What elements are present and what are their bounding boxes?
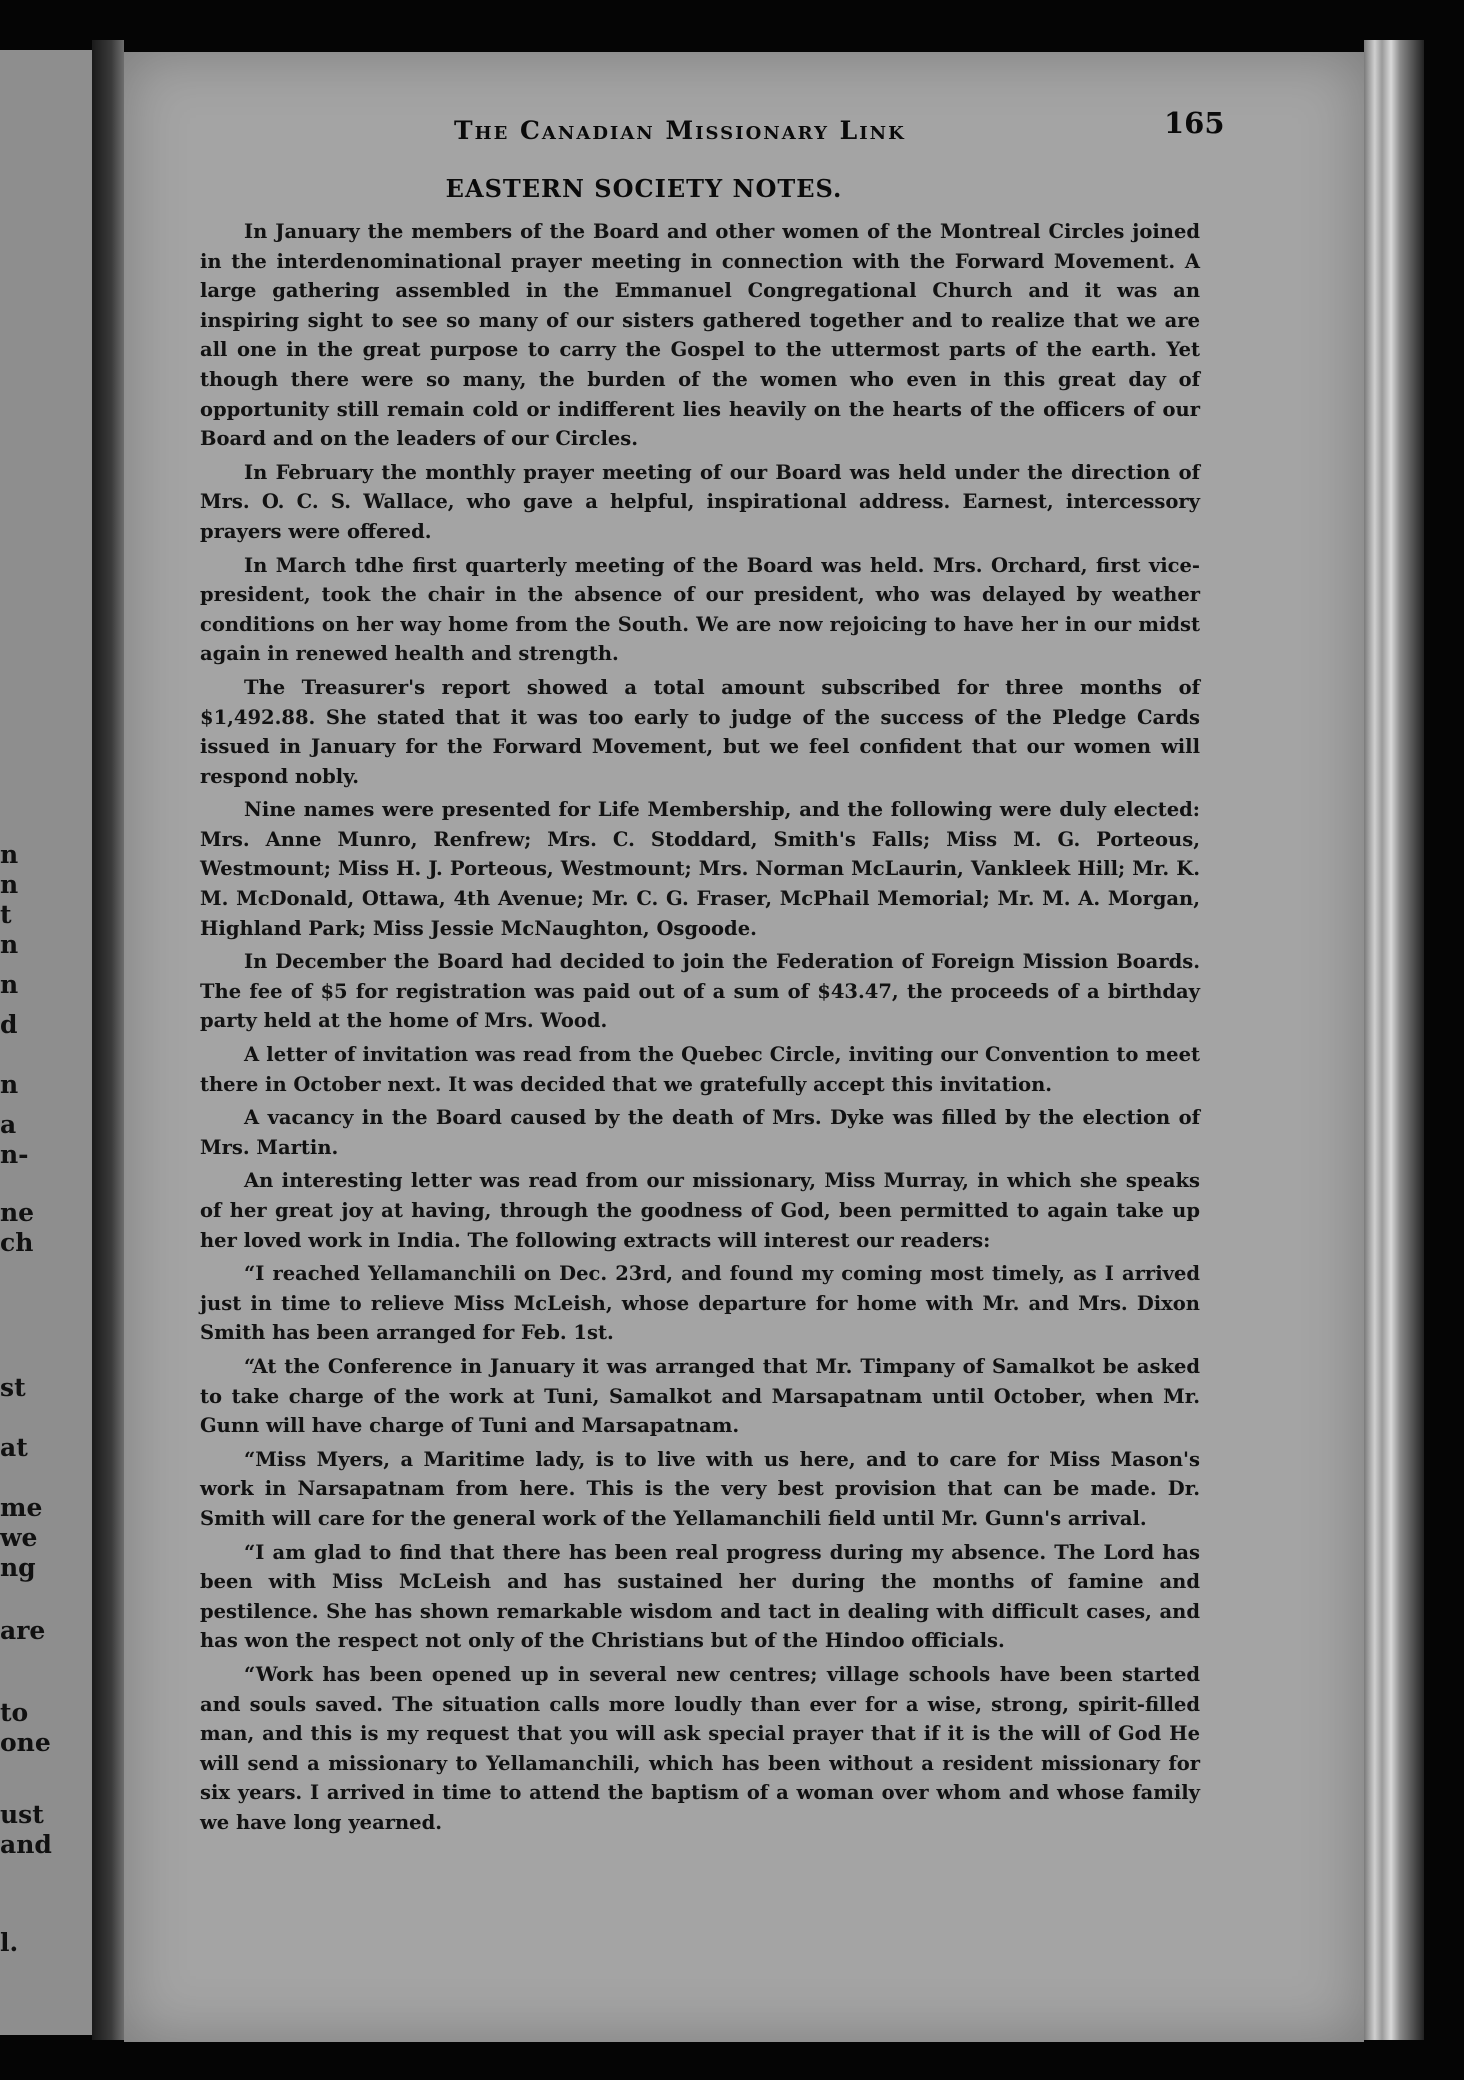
paragraph: In March tdhe first quarterly meeting of the Board was held. Mrs. Orchard, first vice-president, took the chair in the absence of our president, who was delayed by weather conditions on her way home from the South. We are now rejoicing to have her in our midst again in renewed health and strength. [200, 553, 1200, 666]
paragraph: In February the monthly prayer meeting of our Board was held under the direction of Mrs. O. C. S. Wallace, who gave a helpful, inspirational address. Earnest, intercessory prayers were offered. [200, 460, 1200, 543]
left-page-fragment: t [0, 900, 12, 929]
paragraph: “Work has been opened up in several new centres; village schools have been started and souls saved. The situation calls more loudly than ever for a wise, strong, spirit-filled man, and this is my request that you will ask special prayer that if it is the will of God He will send a missionary to Yellamanchili, which has been without a resident missionary for six years. I arrived in time to attend the baptism of a woman over whom and whose family we have long yearned. [200, 1662, 1200, 1834]
book-gutter [92, 40, 124, 2040]
previous-page-edge [0, 50, 92, 2035]
left-page-fragment: ust [0, 1800, 44, 1829]
article-body [200, 217, 1200, 1841]
left-page-fragment: me [0, 1493, 43, 1522]
left-page-fragment: to [0, 1698, 29, 1727]
left-page-fragment: one [0, 1728, 51, 1757]
paragraph: An interesting letter was read from our missionary, Miss Murray, in which she speaks of her great joy at having, through the goodness of God, been permitted to again take up her loved work in India. The following extracts will interest our readers: [200, 1169, 1200, 1252]
left-page-fragment: n [0, 1070, 19, 1099]
left-page-fragment: n- [0, 1140, 29, 1169]
left-page-fragment: are [0, 1616, 46, 1645]
left-page-fragment: we [0, 1523, 38, 1552]
left-page-fragment: ch [0, 1228, 34, 1257]
page-stack-edge [1364, 40, 1424, 2040]
left-page-fragment: l. [0, 1928, 19, 1957]
page-number: 165 [1164, 106, 1225, 140]
section-title: EASTERN SOCIETY NOTES. [445, 174, 843, 203]
magazine-page [124, 52, 1364, 2042]
left-page-fragment: ne [0, 1198, 35, 1227]
left-page-fragment: and [0, 1830, 52, 1859]
paragraph: “Miss Myers, a Maritime lady, is to live with us here, and to care for Miss Mason's work in Narsapatnam from here. This is the very best provision that can be made. Dr. Smith will care for the general work of the Yellamanchili field until Mr. Gunn's arrival. [200, 1447, 1200, 1530]
left-page-fragment: n [0, 870, 19, 899]
paragraph: In January the members of the Board and other women of the Montreal Circles joined in the interdenominational prayer meeting in connection with the Forward Movement. A large gathering assembled in the Emmanuel Congregational Church and it was an inspiring sight to see so many of our sisters gathered together and to realize that we are all one in the great purpose to carry the Gospel to the uttermost parts of the earth. Yet though there were so many, the burden of the women who even in this great day of opportunity still remain cold or indifferent lies heavily on the hearts of the officers of our Board and on the leaders of our Circles. [200, 220, 1200, 451]
paragraph: In December the Board had decided to join the Federation of Foreign Mission Boards. The fee of $5 for registration was paid out of a sum of $43.47, the proceeds of a birthday party held at the home of Mrs. Wood. [200, 950, 1200, 1033]
left-page-fragment: d [0, 1010, 18, 1039]
left-page-fragment: at [0, 1433, 28, 1462]
left-page-fragment: a [0, 1110, 17, 1139]
paragraph: A letter of invitation was read from the Quebec Circle, inviting our Convention to meet there in October next. It was decided that we gratefully accept this invitation. [200, 1043, 1200, 1096]
left-page-fragment: n [0, 930, 19, 959]
paragraph: “At the Conference in January it was arranged that Mr. Timpany of Samalkot be asked to take charge of the work at Tuni, Samalkot and Marsapatnam until October, when Mr. Gunn will have charge of Tuni and Marsapatnam. [200, 1354, 1200, 1438]
paragraph: The Treasurer's report showed a total amount subscribed for three months of $1,492.88. She stated that it was too early to judge of the success of the Pledge Cards issued in January for the Forward Movement, but we feel confident that our women will respond nobly. [200, 675, 1200, 788]
paragraph: “I am glad to find that there has been real progress during my absence. The Lord has been with Miss McLeish and has sustained her during the months of famine and pestilence. She has shown remarkable wisdom and tact in dealing with difficult cases, and has won the respect not only of the Christians but of the Hindoo officials. [200, 1540, 1200, 1653]
left-page-fragment: st [0, 1373, 26, 1402]
running-head: The Canadian Missionary Link [454, 116, 906, 145]
left-page-fragment: n [0, 970, 19, 999]
left-page-fragment: n [0, 840, 19, 869]
paragraph: Nine names were presented for Life Membership, and the following were duly elected: Mrs. Anne Munro, Renfrew; Mrs. C. Stoddard, Smith's Falls; Miss M. G. Porteous, Westmount; Miss H. J. Porteous, Westmount; Mrs. Norman McLaurin, Vankleek Hill; Mr. K. M. McDonald, Ottawa, 4th Avenue; Mr. C. G. Fraser, McPhail Memorial; Mr. M. A. Morgan, Highland Park; Miss Jessie McNaughton, Osgoode. [200, 798, 1200, 940]
left-page-fragment: ng [0, 1553, 36, 1582]
paragraph: A vacancy in the Board caused by the death of Mrs. Dyke was filled by the election of Mrs. Martin. [200, 1106, 1200, 1159]
paragraph: “I reached Yellamanchili on Dec. 23rd, and found my coming most timely, as I arrived just in time to relieve Miss McLeish, whose departure for home with Mr. and Mrs. Dixon Smith has been arranged for Feb. 1st. [200, 1262, 1200, 1345]
